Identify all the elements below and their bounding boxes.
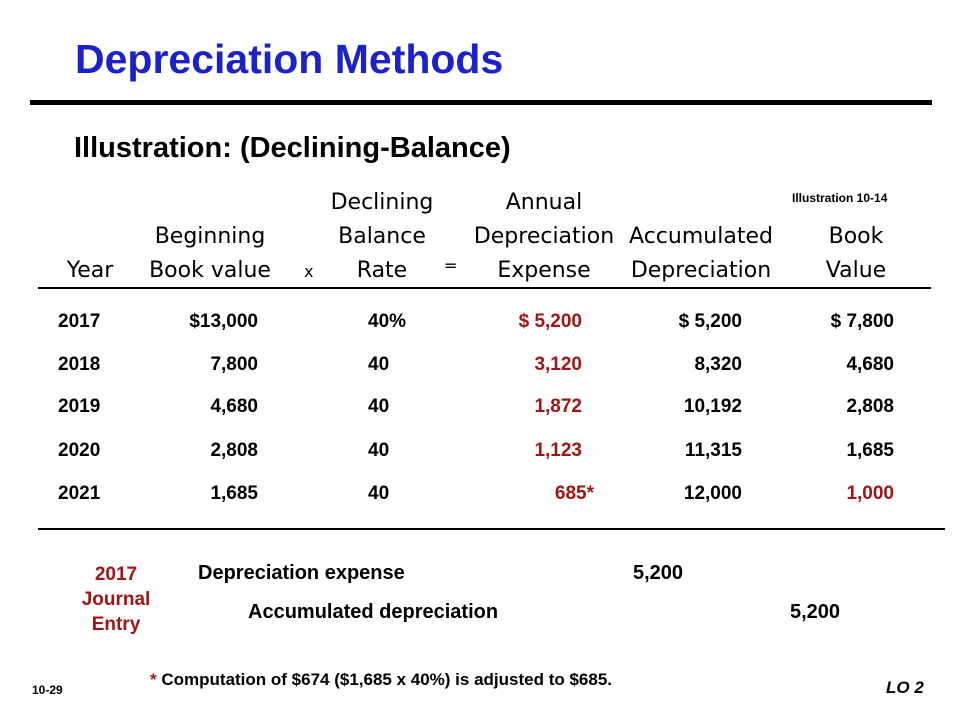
cell-expense: 685* — [554, 483, 594, 504]
header-annual-expense — [466, 186, 622, 288]
journal-credit-amount: 5,200 — [790, 601, 841, 623]
header-beginning-line3: Book value — [149, 258, 271, 283]
journal-label-line2: Journal — [81, 589, 151, 610]
header-expense-line1: Annual — [505, 190, 583, 215]
cell-rate: 40 — [368, 396, 390, 417]
multiply-sign: x — [304, 262, 314, 281]
subtitle: Illustration: (Declining-Balance) — [74, 132, 511, 164]
cell-year: 2017 — [58, 311, 101, 332]
header-year-line3: Year — [66, 258, 114, 283]
equals-sign: = — [444, 256, 458, 275]
cell-accumulated: 11,315 — [684, 440, 742, 461]
title-divider — [30, 100, 932, 105]
cell-book-value: 2,808 — [846, 396, 894, 417]
cell-accumulated: 10,192 — [683, 396, 742, 417]
header-accumulated-line1 — [624, 186, 778, 220]
table-bottom-divider — [38, 528, 945, 530]
header-rate — [318, 186, 446, 288]
cell-rate: 40 — [368, 440, 390, 461]
journal-label-year: 2017 — [94, 564, 138, 585]
cell-rate: 40 — [368, 483, 390, 504]
header-accumulated-line3: Depreciation — [630, 258, 772, 283]
cell-book-value: $ 7,800 — [830, 311, 894, 332]
footnote-asterisk: * — [150, 670, 157, 689]
cell-rate: 40% — [368, 311, 407, 332]
cell-book-value: 1,685 — [846, 440, 894, 461]
header-year-line2 — [50, 220, 130, 254]
cell-expense: 1,872 — [534, 396, 582, 417]
cell-book-value: 1,000 — [846, 483, 894, 504]
cell-expense: $ 5,200 — [518, 311, 582, 332]
header-book-line2: Book — [828, 224, 884, 249]
footnote — [150, 670, 612, 690]
header-beginning-line2: Beginning — [154, 224, 266, 249]
cell-book-value: 4,680 — [846, 354, 894, 375]
header-beginning-book-value — [140, 186, 280, 288]
header-rate-line1: Declining — [330, 190, 434, 215]
cell-accumulated: $ 5,200 — [678, 311, 742, 332]
journal-entry-label — [62, 562, 170, 637]
cell-beginning: 2,808 — [210, 440, 258, 461]
footnote-text: Computation of $674 ($1,685 x 40%) is adjusted to $685. — [161, 670, 613, 689]
header-divider — [38, 287, 931, 289]
header-accumulated — [624, 186, 778, 288]
cell-beginning: 7,800 — [210, 354, 258, 375]
slide-number: 10-29 — [32, 683, 63, 697]
cell-year: 2020 — [58, 440, 101, 461]
header-expense-line3: Expense — [497, 258, 591, 283]
cell-beginning: $13,000 — [189, 311, 258, 332]
illustration-reference: Illustration 10-14 — [792, 191, 888, 205]
header-beginning-line1 — [140, 186, 280, 220]
cell-accumulated: 8,320 — [694, 354, 742, 375]
cell-beginning: 4,680 — [210, 396, 258, 417]
cell-rate: 40 — [368, 354, 390, 375]
learning-objective: LO 2 — [886, 678, 924, 697]
header-rate-line2: Balance — [338, 224, 426, 249]
header-year — [50, 186, 130, 288]
cell-expense: 1,123 — [534, 440, 582, 461]
cell-year: 2018 — [58, 354, 101, 375]
journal-debit-amount: 5,200 — [633, 562, 684, 584]
cell-year: 2019 — [58, 396, 101, 417]
header-expense-line2: Depreciation — [473, 224, 615, 249]
page-title: Depreciation Methods — [75, 36, 504, 82]
header-rate-line3: Rate — [356, 258, 408, 283]
cell-accumulated: 12,000 — [683, 483, 742, 504]
cell-beginning: 1,685 — [210, 483, 258, 504]
cell-expense: 3,120 — [534, 354, 582, 375]
journal-label-line3: Entry — [91, 614, 141, 635]
cell-year: 2021 — [58, 483, 101, 504]
journal-credit-account: Accumulated depreciation — [248, 601, 499, 623]
header-year-line1 — [50, 186, 130, 220]
header-book-line1 — [806, 186, 906, 220]
journal-debit-account: Depreciation expense — [198, 562, 405, 584]
header-accumulated-line2: Accumulated — [629, 224, 773, 249]
header-book-value — [806, 186, 906, 288]
header-book-line3: Value — [825, 258, 887, 283]
